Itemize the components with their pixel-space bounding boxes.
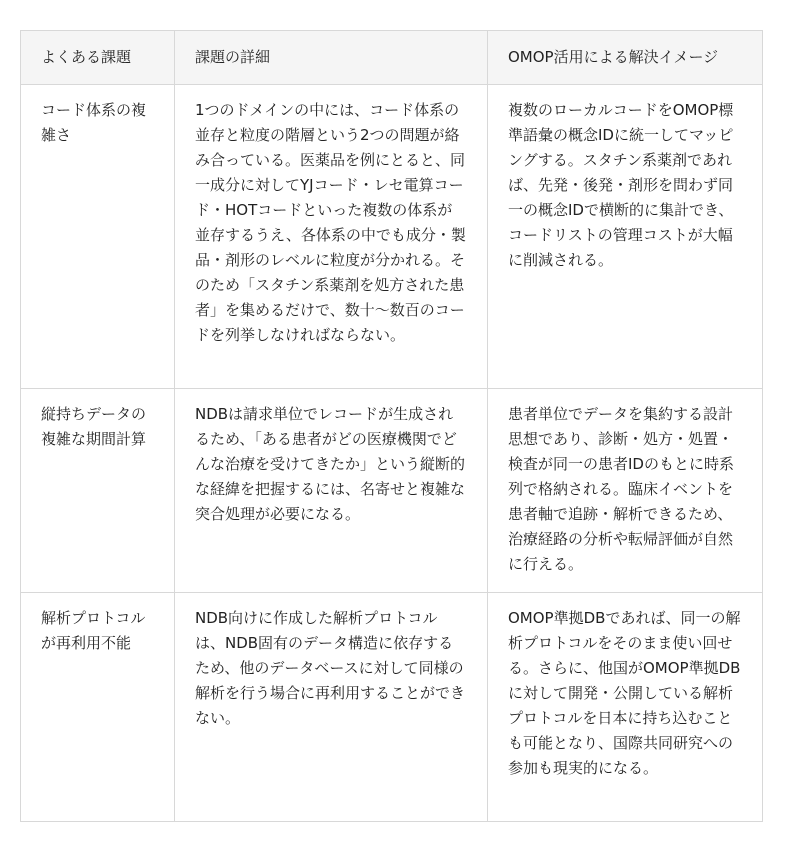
comparison-table (20, 30, 763, 822)
table-row (21, 85, 763, 389)
header-solution: OMOP活用による解決イメージ (488, 31, 763, 85)
table-row (21, 593, 763, 822)
table-row (21, 389, 763, 593)
detail-cell: 1つのドメインの中には、コード体系の並存と粒度の階層という2つの問題が絡み合っている。医薬品を例にとると、同一成分に対してYJコード・レセ電算コード・HOTコードといった複数の体系が並存するうえ、各体系の中でも成分・製品・剤形のレベルに粒度が分かれる。そのため「スタチン系薬剤を処方された患者」を集めるだけで、数十〜数百のコードを列挙しなければならない。 (175, 85, 488, 389)
detail-cell: NDB向けに作成した解析プロトコルは、NDB固有のデータ構造に依存するため、他のデータベースに対して同様の解析を行う場合に再利用することができない。 (175, 593, 488, 822)
issue-cell: 解析プロトコルが再利用不能 (21, 593, 175, 822)
header-issue: よくある課題 (21, 31, 175, 85)
solution-cell: 複数のローカルコードをOMOP標準語彙の概念IDに統一してマッピングする。スタチン系薬剤であれば、先発・後発・剤形を問わず同一の概念IDで横断的に集計でき、コードリストの管理コストが大幅に削減される。 (488, 85, 763, 389)
issue-cell: コード体系の複雑さ (21, 85, 175, 389)
solution-cell: OMOP準拠DBであれば、同一の解析プロトコルをそのまま使い回せる。さらに、他国がOMOP準拠DBに対して開発・公開している解析プロトコルを日本に持ち込むことも可能となり、国際共同研究への参加も現実的になる。 (488, 593, 763, 822)
detail-cell: NDBは請求単位でレコードが生成されるため、「ある患者がどの医療機関でどんな治療を受けてきたか」という縦断的な経緯を把握するには、名寄せと複雑な突合処理が必要になる。 (175, 389, 488, 593)
table-header-row (21, 31, 763, 85)
solution-cell: 患者単位でデータを集約する設計思想であり、診断・処方・処置・検査が同一の患者IDのもとに時系列で格納される。臨床イベントを患者軸で追跡・解析できるため、治療経路の分析や転帰評価が自然に行える。 (488, 389, 763, 593)
issue-cell: 縦持ちデータの複雑な期間計算 (21, 389, 175, 593)
header-detail: 課題の詳細 (175, 31, 488, 85)
